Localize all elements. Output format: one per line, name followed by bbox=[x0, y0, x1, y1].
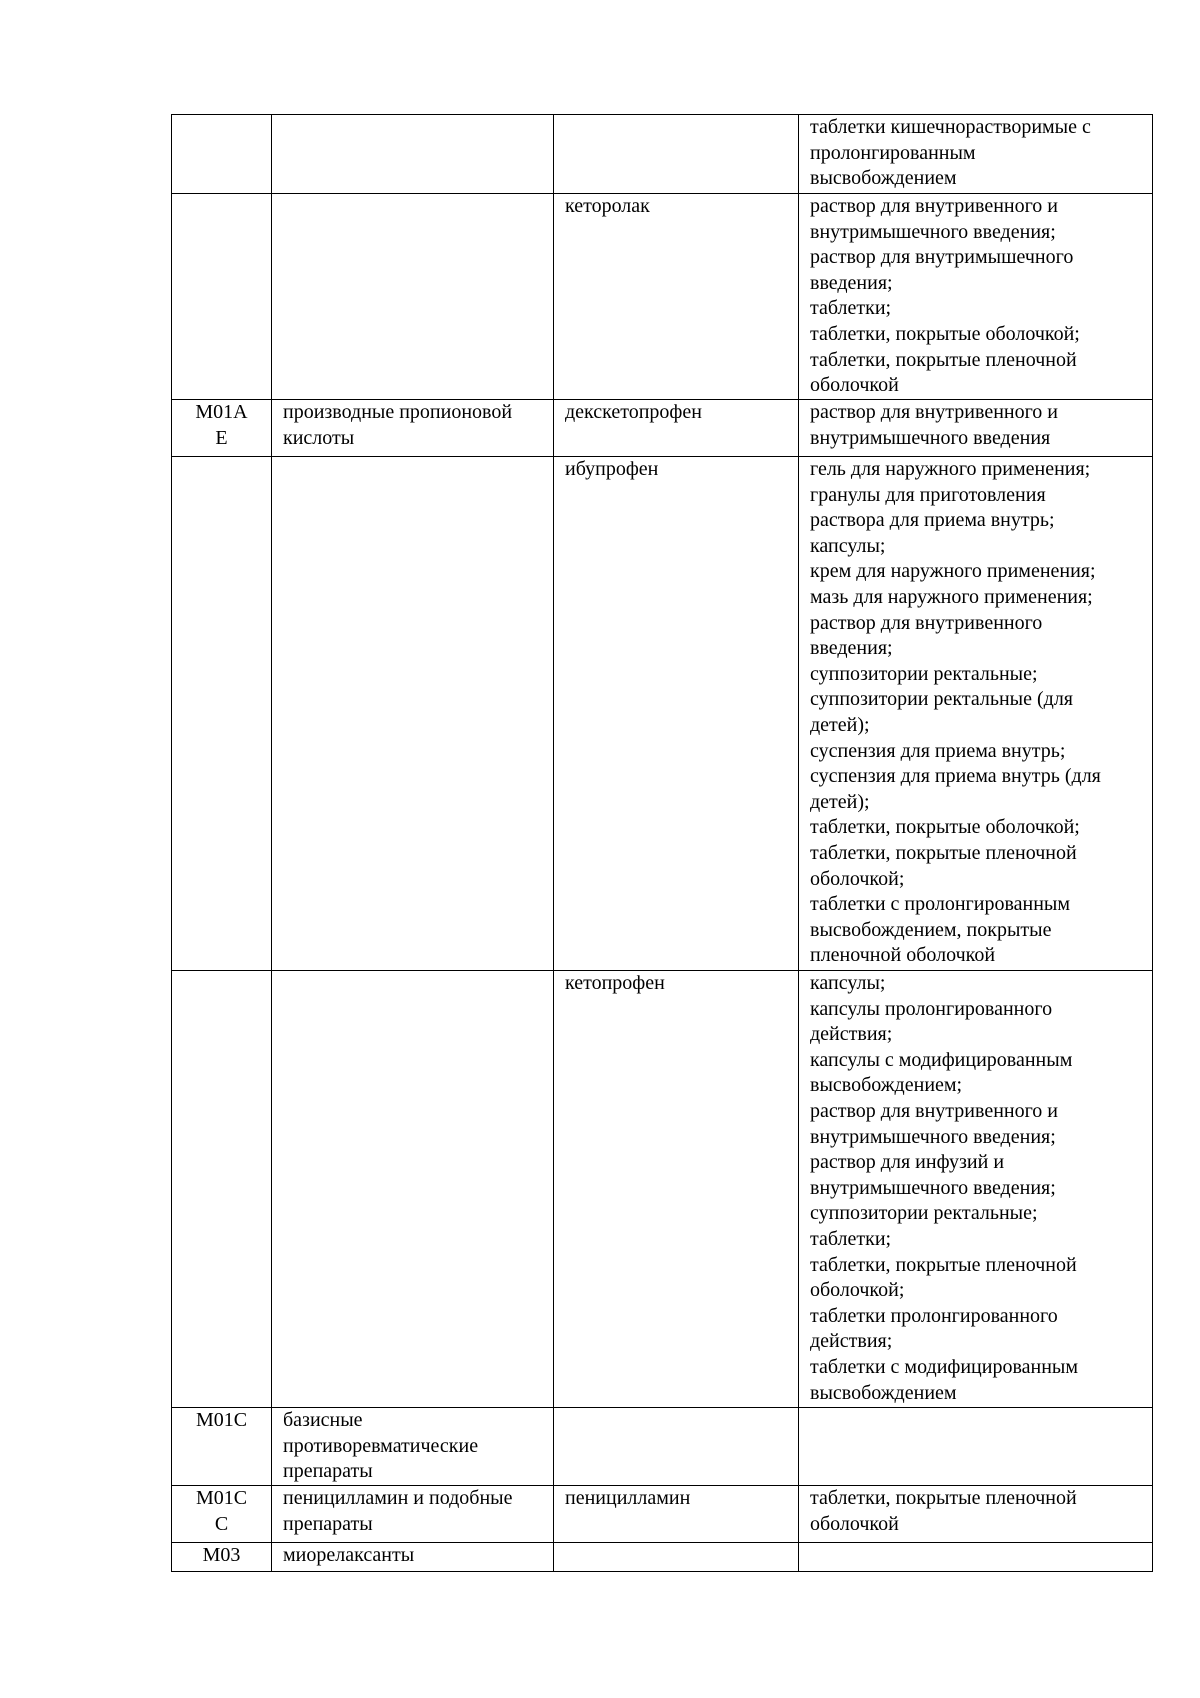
drug-table-body bbox=[172, 115, 1153, 1572]
dosage-forms-cell bbox=[799, 194, 1153, 400]
cell-text-line: пеницилламин bbox=[565, 1487, 691, 1509]
cell-text-line: высвобождением bbox=[810, 167, 957, 190]
table-row bbox=[172, 1408, 1153, 1486]
cell-text-line: препараты bbox=[283, 1512, 373, 1535]
dosage-forms-cell bbox=[799, 1486, 1153, 1543]
cell-text-line: раствор для внутримышечного bbox=[810, 246, 1074, 269]
drug-name-cell bbox=[554, 971, 799, 1408]
cell-text-line: раствор для внутривенного и bbox=[810, 1099, 1059, 1122]
cell-text-line: M01C bbox=[195, 1409, 248, 1431]
cell-text-line: C bbox=[214, 1512, 229, 1535]
atc-code-cell bbox=[172, 457, 272, 971]
dosage-forms-cell bbox=[799, 400, 1153, 457]
cell-text-line: высвобождением bbox=[810, 1381, 957, 1404]
drug-name-cell bbox=[554, 1486, 799, 1543]
cell-text-line: мазь для наружного применения; bbox=[810, 585, 1093, 608]
drug-name-cell bbox=[554, 1543, 799, 1572]
cell-text-line: таблетки; bbox=[810, 297, 892, 320]
cell-text-line: пролонгированным bbox=[810, 141, 976, 164]
cell-text-line: базисные bbox=[283, 1409, 363, 1431]
cell-text-line: противоревматические bbox=[283, 1434, 479, 1457]
atc-code-cell bbox=[172, 1408, 272, 1486]
group-name-cell bbox=[272, 1543, 554, 1572]
table-row bbox=[172, 971, 1153, 1408]
cell-text-line: пленочной оболочкой bbox=[810, 944, 996, 967]
dosage-forms-cell bbox=[799, 115, 1153, 194]
table-row bbox=[172, 1486, 1153, 1543]
cell-text-line: таблетки, покрытые оболочкой; bbox=[810, 816, 1080, 839]
cell-text-line: внутримышечного введения; bbox=[810, 220, 1056, 243]
cell-text-line: препараты bbox=[283, 1460, 373, 1483]
cell-text-line: оболочкой bbox=[810, 374, 899, 397]
group-name-cell bbox=[272, 1486, 554, 1543]
table-row bbox=[172, 400, 1153, 457]
cell-text-line: M03 bbox=[202, 1544, 241, 1566]
atc-code-cell bbox=[172, 1543, 272, 1572]
drug-name-cell bbox=[554, 194, 799, 400]
cell-text-line: декскетопрофен bbox=[565, 401, 702, 423]
cell-text-line: таблетки, покрытые пленочной bbox=[810, 348, 1077, 371]
cell-text-line: действия; bbox=[810, 1023, 893, 1046]
cell-text-line: ибупрофен bbox=[565, 458, 659, 480]
group-name-cell bbox=[272, 457, 554, 971]
atc-code-cell bbox=[172, 400, 272, 457]
cell-text-line: таблетки, покрытые пленочной bbox=[810, 841, 1077, 864]
cell-text-line: внутримышечного введения; bbox=[810, 1176, 1056, 1199]
cell-text-line: раствора для приема внутрь; bbox=[810, 509, 1055, 532]
cell-text-line: действия; bbox=[810, 1330, 893, 1353]
group-name-cell bbox=[272, 194, 554, 400]
cell-text-line: раствор для внутривенного и bbox=[810, 401, 1059, 423]
cell-text-line: внутримышечного введения; bbox=[810, 1125, 1056, 1148]
dosage-forms-cell bbox=[799, 971, 1153, 1408]
cell-text-line: M01A bbox=[195, 401, 248, 423]
cell-text-line: крем для наружного применения; bbox=[810, 560, 1096, 583]
cell-text-line: M01C bbox=[195, 1487, 248, 1509]
cell-text-line: таблетки, покрытые оболочкой; bbox=[810, 322, 1080, 345]
table-row bbox=[172, 1543, 1153, 1572]
group-name-cell bbox=[272, 971, 554, 1408]
cell-text-line: высвобождением; bbox=[810, 1074, 963, 1097]
cell-text-line: таблетки пролонгированного bbox=[810, 1304, 1058, 1327]
atc-code-cell bbox=[172, 971, 272, 1408]
dosage-forms-cell bbox=[799, 1408, 1153, 1486]
cell-text-line: производные пропионовой bbox=[283, 401, 513, 423]
cell-text-line: раствор для внутривенного и bbox=[810, 195, 1059, 217]
cell-text-line: суспензия для приема внутрь (для bbox=[810, 765, 1101, 788]
cell-text-line: кислоты bbox=[283, 426, 355, 449]
cell-text-line: раствор для инфузий и bbox=[810, 1151, 1005, 1174]
cell-text-line: гель для наружного применения; bbox=[810, 458, 1091, 480]
table-row bbox=[172, 194, 1153, 400]
atc-code-cell bbox=[172, 1486, 272, 1543]
cell-text-line: гранулы для приготовления bbox=[810, 483, 1046, 506]
cell-text-line: суппозитории ректальные (для bbox=[810, 688, 1074, 711]
cell-text-line: оболочкой; bbox=[810, 867, 905, 890]
cell-text-line: детей); bbox=[810, 790, 870, 813]
cell-text-line: высвобождением, покрытые bbox=[810, 918, 1052, 941]
table-row bbox=[172, 457, 1153, 971]
cell-text-line: таблетки с пролонгированным bbox=[810, 893, 1071, 916]
dosage-forms-cell bbox=[799, 1543, 1153, 1572]
drug-name-cell bbox=[554, 400, 799, 457]
cell-text-line: суппозитории ректальные; bbox=[810, 1202, 1038, 1225]
drug-name-cell bbox=[554, 1408, 799, 1486]
cell-text-line: кеторолак bbox=[565, 195, 650, 217]
group-name-cell bbox=[272, 400, 554, 457]
cell-text-line: пеницилламин и подобные bbox=[283, 1487, 513, 1509]
dosage-forms-cell bbox=[799, 457, 1153, 971]
cell-text-line: E bbox=[215, 426, 228, 449]
cell-text-line: суппозитории ректальные; bbox=[810, 662, 1038, 685]
drug-name-cell bbox=[554, 457, 799, 971]
cell-text-line: таблетки, покрытые пленочной bbox=[810, 1487, 1077, 1509]
cell-text-line: внутримышечного введения bbox=[810, 426, 1051, 449]
atc-code-cell bbox=[172, 115, 272, 194]
cell-text-line: оболочкой; bbox=[810, 1279, 905, 1302]
cell-text-line: введения; bbox=[810, 271, 893, 294]
cell-text-line: таблетки, покрытые пленочной bbox=[810, 1253, 1077, 1276]
cell-text-line: таблетки; bbox=[810, 1227, 892, 1250]
cell-text-line: раствор для внутривенного bbox=[810, 611, 1043, 634]
cell-text-line: суспензия для приема внутрь; bbox=[810, 739, 1066, 762]
table-row bbox=[172, 115, 1153, 194]
cell-text-line: детей); bbox=[810, 713, 870, 736]
cell-text-line: капсулы; bbox=[810, 534, 886, 557]
cell-text-line: капсулы; bbox=[810, 972, 886, 994]
group-name-cell bbox=[272, 115, 554, 194]
drug-name-cell bbox=[554, 115, 799, 194]
cell-text-line: таблетки кишечнорастворимые с bbox=[810, 116, 1091, 138]
cell-text-line: кетопрофен bbox=[565, 972, 665, 994]
cell-text-line: таблетки с модифицированным bbox=[810, 1355, 1079, 1378]
drug-table bbox=[171, 114, 1153, 1572]
cell-text-line: введения; bbox=[810, 637, 893, 660]
cell-text-line: капсулы пролонгированного bbox=[810, 997, 1053, 1020]
group-name-cell bbox=[272, 1408, 554, 1486]
cell-text-line: капсулы с модифицированным bbox=[810, 1048, 1073, 1071]
atc-code-cell bbox=[172, 194, 272, 400]
cell-text-line: миорелаксанты bbox=[283, 1544, 415, 1566]
cell-text-line: оболочкой bbox=[810, 1512, 899, 1535]
